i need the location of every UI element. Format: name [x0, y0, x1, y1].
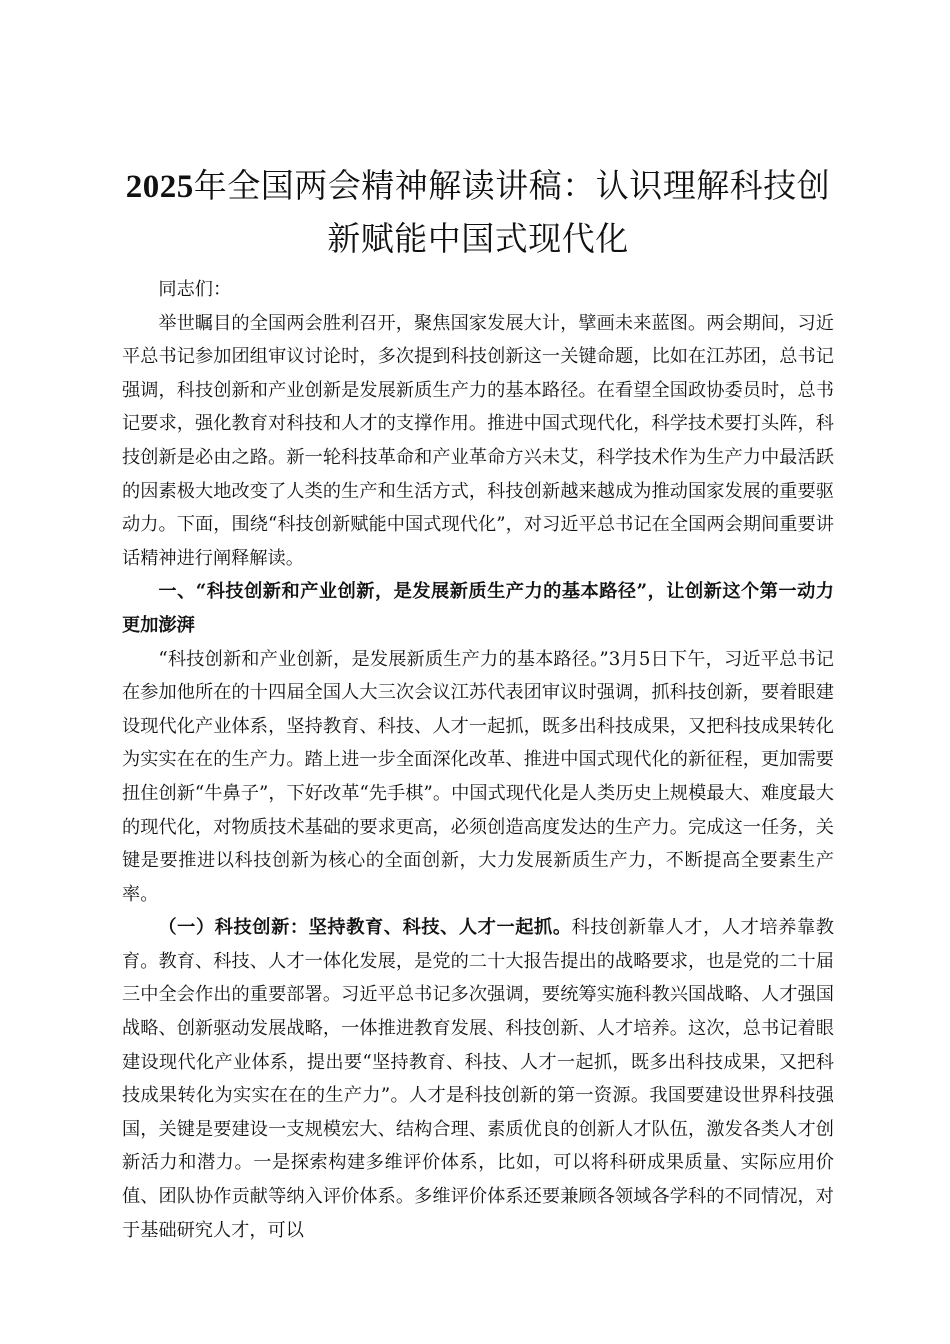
- intro-paragraph: 举世瞩目的全国两会胜利召开，聚焦国家发展大计，擘画未来蓝图。两会期间，习近平总书记参加团组审议讨论时，多次提到科技创新这一关键命题，比如在江苏团，总书记强调，科技创新和产业创新是发展新质生产力的基本路径。在看望全国政协委员时，总书记要求，强化教育对科技和人才的支撑作用。推进中国式现代化，科学技术要打头阵，科技创新是必由之路。新一轮科技革命和产业革命方兴未艾，科学技术作为生产力中最活跃的因素极大地改变了人类的生产和生活方式，科技创新越来越成为推动国家发展的重要驱动力。下面，围绕“科技创新赋能中国式现代化”，对习近平总书记在全国两会期间重要讲话精神进行阐释解读。: [122, 312, 834, 569]
- subsection-heading-1: （一）科技创新：坚持教育、科技、人才一起抓。: [158, 917, 572, 939]
- document-title: [122, 160, 834, 265]
- title-year: 2025: [125, 169, 194, 205]
- greeting: 同志们：: [158, 279, 232, 300]
- section-heading-1: 一、“科技创新和产业创新，是发展新质生产力的基本路径”，让创新这个第一动力更加澎湃: [122, 581, 834, 636]
- subsection-1-body: 科技创新靠人才，人才培养靠教育。教育、科技、人才一体化发展，是党的二十大报告提出的战略要求，也是党的二十届三中全会作出的重要部署。习近平总书记多次强调，要统筹实施科教兴国战略、人才强国战略、创新驱动发展战略，一体推进教育发展、科技创新、人才培养。这次，总书记着眼建设现代化产业体系，提出要“坚持教育、科技、人才一起抓，既多出科技成果，又把科技成果转化为实实在在的生产力”。人才是科技创新的第一资源。我国要建设世界科技强国，关键是要建设一支规模宏大、结构合理、素质优良的创新人才队伍，激发各类人才创新活力和潜力。一是探索构建多维评价体系，比如，可以将科研成果质量、实际应用价值、团队协作贡献等纳入评价体系。多维评价体系还要兼顾各领域各学科的不同情况，对于基础研究人才，可以: [122, 917, 834, 1241]
- section-1-paragraph: “科技创新和产业创新，是发展新质生产力的基本路径。”3月5日下午，习近平总书记在参加他所在的十四届全国人大三次会议江苏代表团审议时强调，抓科技创新，要着眼建设现代化产业体系，坚持教育、科技、人才一起抓，既多出科技成果，又把科技成果转化为实实在在的生产力。踏上进一步全面深化改革、推进中国式现代化的新征程，更加需要扭住创新“牛鼻子”，下好改革“先手棋”。中国式现代化是人类历史上规模最大、难度最大的现代化，对物质技术基础的要求更高，必须创造高度发达的生产力。完成这一任务，关键是要推进以科技创新为核心的全面创新，大力发展新质生产力，不断提高全要素生产率。: [122, 648, 834, 905]
- subsection-1-paragraph: [122, 911, 834, 1247]
- title-text: 年全国两会精神解读讲稿：认识理解科技创新赋能中国式现代化: [193, 166, 831, 258]
- document-page: [122, 160, 834, 1247]
